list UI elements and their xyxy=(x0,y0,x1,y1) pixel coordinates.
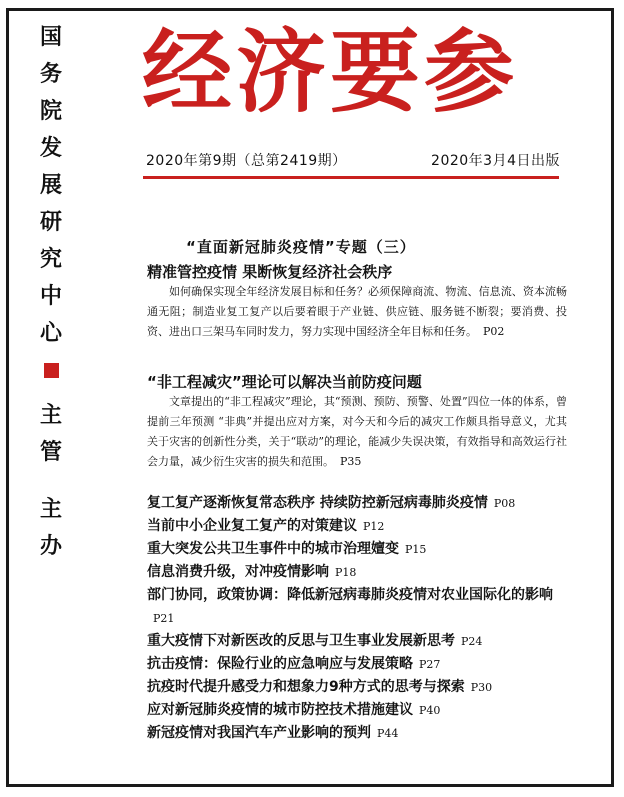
feature-title[interactable]: “非工程减灾”理论可以解决当前防疫问题 xyxy=(147,373,422,391)
article-item[interactable]: 复工复产逐渐恢复常态秩序 持续防控新冠病毒肺炎疫情 P08 xyxy=(147,495,516,511)
special-topic-heading: “直面新冠肺炎疫情”专题（三） xyxy=(186,238,416,256)
article-item[interactable]: 信息消费升级，对冲疫情影响 P18 xyxy=(147,564,357,580)
page-number: P44 xyxy=(377,727,399,740)
article-item[interactable]: 新冠疫情对我国汽车产业影响的预判 P44 xyxy=(147,725,399,741)
page-number: P08 xyxy=(493,497,516,510)
org-char: 究 xyxy=(39,246,62,272)
role2-char: 办 xyxy=(39,533,62,559)
role-char: 主 xyxy=(39,402,62,428)
org-char: 发 xyxy=(39,135,62,161)
page-number: P27 xyxy=(419,658,441,671)
issue-info xyxy=(146,150,560,170)
article-item[interactable]: 应对新冠肺炎疫情的城市防控技术措施建议 P40 xyxy=(147,702,441,718)
org-char: 国 xyxy=(39,24,62,50)
page-number: P18 xyxy=(335,566,357,579)
publication-title: 经济要参 xyxy=(142,19,518,125)
org-char: 中 xyxy=(39,283,62,309)
page-number: P40 xyxy=(419,704,441,717)
role-char: 管 xyxy=(39,439,62,465)
page-number: P12 xyxy=(363,520,385,533)
org-char: 研 xyxy=(39,209,62,235)
org-char: 心 xyxy=(39,320,62,346)
issue-date: 2020年3月4日出版 xyxy=(431,153,560,169)
page-number: P21 xyxy=(153,612,175,625)
org-char: 展 xyxy=(39,172,62,198)
feature-article[interactable] xyxy=(147,372,567,472)
article-list xyxy=(147,492,577,745)
article-item[interactable]: 重大突发公共卫生事件中的城市治理嬗变 P15 xyxy=(147,541,427,557)
page-number: P24 xyxy=(461,635,483,648)
org-char: 务 xyxy=(39,61,62,87)
publisher-sidebar xyxy=(33,26,69,572)
page-number: P30 xyxy=(470,681,493,694)
page-number: P02 xyxy=(483,325,505,338)
feature-title[interactable]: 精准管控疫情 果断恢复经济社会秩序 xyxy=(147,263,393,281)
feature-article[interactable] xyxy=(147,262,567,342)
red-square-marker xyxy=(44,363,59,378)
feature-summary: 文章提出的“非工程减灾”理论，其“预测、预防、预警、处置”四位一体的体系，曾提前三年预测 “非典”并提出应对方案，对今天和今后的减灾工作颇具指导意义，尤其关于灾害的创新性分类，关于“联动”的理论，能减少失误决策，有效指导和高效运行社会力量，减少衍生灾害的损失和范围。 P35 xyxy=(147,395,567,468)
header-rule xyxy=(143,176,559,179)
article-item[interactable]: 抗疫时代提升感受力和想象力9种方式的思考与探索 P30 xyxy=(147,679,493,695)
page-number: P35 xyxy=(340,455,362,468)
org-char: 院 xyxy=(39,98,62,124)
article-item[interactable]: 当前中小企业复工复产的对策建议 P12 xyxy=(147,518,385,534)
issue-number: 2020年第9期（总第2419期） xyxy=(146,153,347,169)
article-item[interactable]: 抗击疫情：保险行业的应急响应与发展策略 P27 xyxy=(147,656,441,672)
page-number: P15 xyxy=(405,543,427,556)
role2-char: 主 xyxy=(39,496,62,522)
feature-summary: 如何确保实现全年经济发展目标和任务？必须保障商流、物流、信息流、资本流畅通无阻；制造业复工复产以后要着眼于产业链、供应链、服务链不断裂；要消费、投资、进出口三架马车同时发力，努力实现中国经济全年目标和任务。 P02 xyxy=(147,285,567,338)
article-item[interactable]: 重大疫情下对新医改的反思与卫生事业发展新思考 P24 xyxy=(147,633,483,649)
article-item[interactable]: 部门协同，政策协调：降低新冠病毒肺炎疫情对农业国际化的影响P21 xyxy=(147,587,553,625)
